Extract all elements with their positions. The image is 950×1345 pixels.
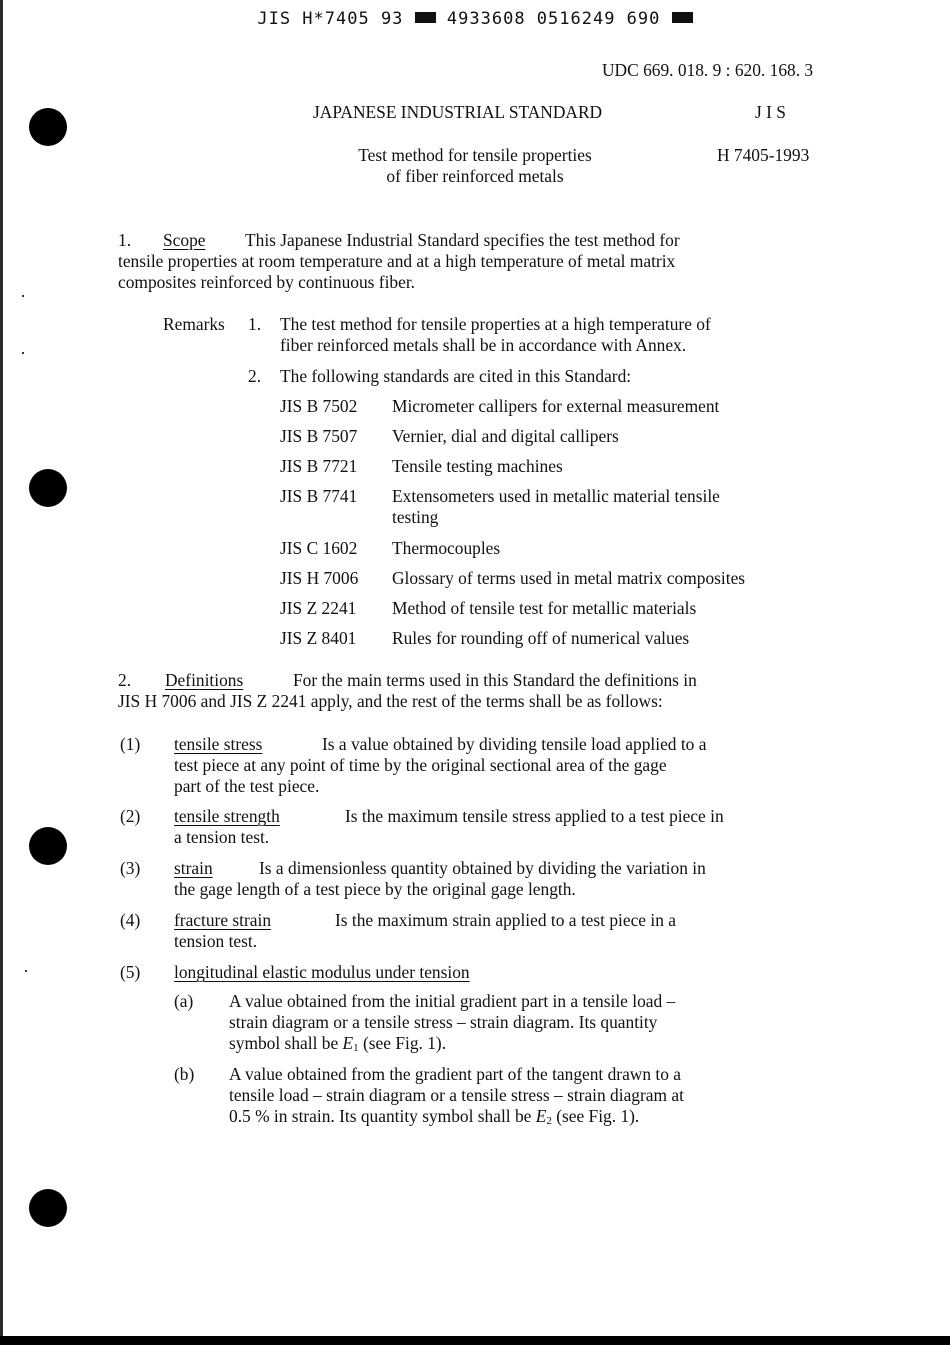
document-code-b: 4933608 0516249 690 [446, 9, 661, 29]
document-code-a: JIS H*7405 93 [257, 9, 404, 29]
punch-hole [29, 827, 67, 865]
title-line-1: Test method for tensile properties [358, 145, 592, 165]
scope-text-line-2: tensile properties at room temperature and at a high temperature of metal matrix [118, 251, 676, 271]
definition-3-term: strain [174, 858, 213, 878]
definition-3-line-1: Is a dimensionless quantity obtained by dividing the variation in [259, 858, 706, 878]
definition-1-term: tensile stress [174, 734, 263, 754]
definition-4-line-2: tension test. [174, 931, 258, 951]
standard-code: JIS B 7507 [280, 426, 358, 446]
definitions-heading: Definitions [165, 670, 244, 690]
definitions-number: 2. [118, 670, 132, 690]
definition-3-line-2: the gage length of a test piece by the original gage length. [174, 879, 576, 899]
sub-a-line-2: strain diagram or a tensile stress – strain diagram. Its quantity [229, 1012, 658, 1032]
standard-title: Glossary of terms used in metal matrix composites [392, 568, 746, 588]
scope-text-line-3: composites reinforced by continuous fiber. [118, 272, 416, 292]
sub-b-line-1: A value obtained from the gradient part of the tangent drawn to a [229, 1064, 682, 1084]
definition-2-term: tensile strength [174, 806, 280, 826]
definition-4-number: (4) [120, 910, 141, 930]
standard-code: JIS H 7006 [280, 568, 359, 588]
definition-2-line-1: Is the maximum tensile stress applied to a test piece in [345, 806, 724, 826]
standard-number: H 7405-1993 [717, 145, 810, 165]
scan-left-edge [0, 0, 3, 1345]
standard-code: JIS Z 8401 [280, 628, 357, 648]
definition-1-line-3: part of the test piece. [174, 776, 320, 796]
punch-hole [29, 1189, 67, 1227]
symbol-e: E [535, 1106, 547, 1126]
definition-1-line-2: test piece at any point of time by the original sectional area of the gage [174, 755, 667, 775]
standard-code: JIS B 7502 [280, 396, 358, 416]
jis-mark: J I S [755, 102, 786, 122]
symbol-e: E [342, 1033, 354, 1053]
sub-b-number: (b) [174, 1064, 195, 1084]
scope-heading: Scope [163, 230, 206, 250]
standard-name: JAPANESE INDUSTRIAL STANDARD [313, 102, 603, 122]
standard-code: JIS Z 2241 [280, 598, 357, 618]
redaction-block [672, 12, 693, 23]
standard-code: JIS B 7721 [280, 456, 358, 476]
remark-2-text: The following standards are cited in this Standard: [280, 366, 632, 386]
scan-speck [25, 970, 27, 972]
definitions-text-line-2: JIS H 7006 and JIS Z 2241 apply, and the rest of the terms shall be as follows: [118, 691, 663, 711]
standard-title: Vernier, dial and digital callipers [392, 426, 619, 446]
list-item [0, 486, 950, 528]
definition-3-number: (3) [120, 858, 141, 878]
standard-code: JIS C 1602 [280, 538, 358, 558]
standard-title: Micrometer callipers for external measurement [392, 396, 720, 416]
sub-a-number: (a) [174, 991, 194, 1011]
sub-b-line-2: tensile load – strain diagram or a tensile stress – strain diagram at [229, 1085, 684, 1105]
remark-2-number: 2. [248, 366, 262, 386]
standard-title: Rules for rounding off of numerical values [392, 628, 690, 648]
definition-5-number: (5) [120, 962, 141, 982]
remark-1-line-2: fiber reinforced metals shall be in accordance with Annex. [280, 335, 687, 355]
scan-bottom-edge [0, 1336, 950, 1345]
definition-4-term: fracture strain [174, 910, 272, 930]
scope-number: 1. [118, 230, 132, 250]
sub-a-line-1: A value obtained from the initial gradient part in a tensile load – [229, 991, 676, 1011]
standard-code: JIS B 7741 [280, 486, 358, 506]
title-line-2: of fiber reinforced metals [386, 166, 564, 186]
remark-1-number: 1. [248, 314, 262, 334]
definition-1-line-1: Is a value obtained by dividing tensile load applied to a [322, 734, 707, 754]
standard-title: Method of tensile test for metallic materials [392, 598, 697, 618]
definitions-text-line-1: For the main terms used in this Standard the definitions in [293, 670, 697, 690]
standard-title-continued: testing [392, 507, 439, 527]
scope-text-line-1: This Japanese Industrial Standard specifies the test method for [245, 230, 680, 250]
sub-a-line-3: symbol shall be $E_1$ (see Fig. 1). [229, 1033, 447, 1054]
document-code-line [0, 9, 950, 30]
remarks-label: Remarks [163, 314, 225, 334]
definition-5-term: longitudinal elastic modulus under tension [174, 962, 470, 982]
standard-title: Thermocouples [392, 538, 501, 558]
standard-title: Extensometers used in metallic material tensile [392, 486, 720, 506]
udc-code: UDC 669. 018. 9 : 620. 168. 3 [602, 60, 814, 80]
punch-hole [29, 108, 67, 146]
scan-speck [22, 295, 24, 297]
definition-2-line-2: a tension test. [174, 827, 270, 847]
redaction-block [415, 12, 436, 23]
definition-4-line-1: Is the maximum strain applied to a test piece in a [335, 910, 676, 930]
standard-title: Tensile testing machines [392, 456, 563, 476]
definition-1-number: (1) [120, 734, 141, 754]
sub-b-line-3: 0.5 % in strain. Its quantity symbol shall be $E_2$ (see Fig. 1). [229, 1106, 640, 1127]
definition-2-number: (2) [120, 806, 141, 826]
scan-speck [22, 352, 24, 354]
remark-1-line-1: The test method for tensile properties at a high temperature of [280, 314, 711, 334]
